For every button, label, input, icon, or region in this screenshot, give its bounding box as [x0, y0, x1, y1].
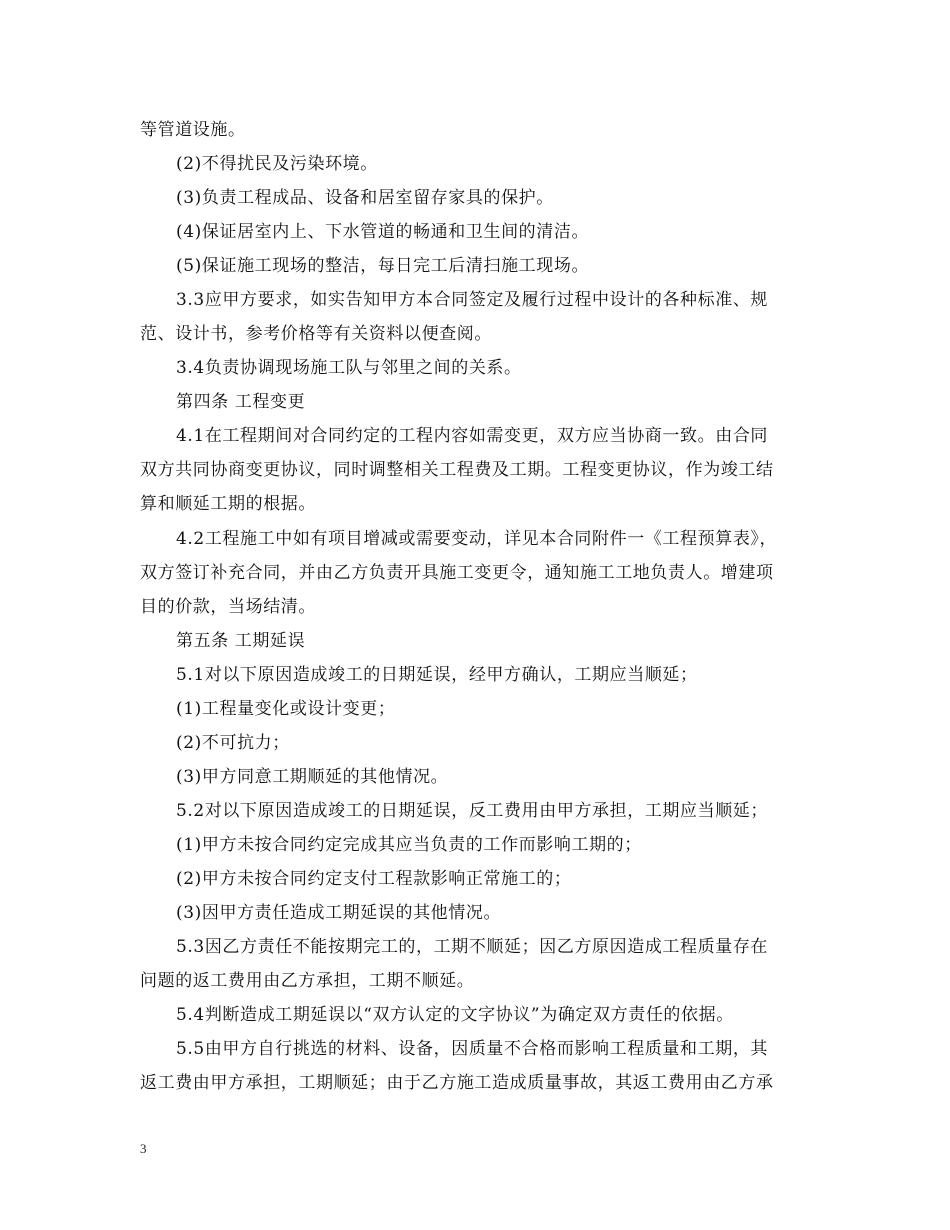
text-line: 5.2对以下原因造成竣工的日期延误，反工费用由甲方承担，工期应当顺延； [176, 801, 769, 821]
text-line: 5.4判断造成工期延误以“双方认定的文字协议”为确定双方责任的依据。 [176, 1005, 734, 1025]
text-line: 4.1在工程期间对合同约定的工程内容如需变更，双方应当协商一致。由合同 [176, 426, 769, 446]
text-line: (3)负责工程成品、设备和居室留存家具的保护。 [176, 188, 554, 208]
text-line: 算和顺延工期的根据。 [140, 494, 316, 514]
text-line: (2)甲方未按合同约定支付工程款影响正常施工的； [176, 869, 572, 889]
text-line: 5.1对以下原因造成竣工的日期延误，经甲方确认，工期应当顺延； [176, 665, 698, 685]
text-line: 3.3应甲方要求，如实告知甲方本合同签定及履行过程中设计的各种标准、规 [176, 290, 769, 310]
text-line: (2)不得扰民及污染环境。 [176, 154, 378, 174]
text-line: 范、设计书，参考价格等有关资料以便查阅。 [140, 324, 492, 344]
text-line: 返工费由甲方承担，工期顺延；由于乙方施工造成质量事故，其返工费用由乙方承 [140, 1073, 774, 1093]
text-line: 双方签订补充合同，并由乙方负责开具施工变更令，通知施工工地负责人。增建项 [140, 563, 774, 583]
text-line: 问题的返工费用由乙方承担，工期不顺延。 [140, 971, 475, 991]
text-line: (1)甲方未按合同约定完成其应当负责的工作而影响工期的； [176, 835, 642, 855]
text-line: 双方共同协商变更协议，同时调整相关工程费及工期。工程变更协议，作为竣工结 [140, 460, 774, 480]
text-line: 目的价款，当场结清。 [140, 597, 316, 617]
page-number: 3 [140, 1141, 147, 1156]
text-line: 3.4负责协调现场施工队与邻里之间的关系。 [176, 358, 522, 378]
text-line: (5)保证施工现场的整洁，每日完工后清扫施工现场。 [176, 256, 590, 276]
text-line: (1)工程量变化或设计变更； [176, 699, 396, 719]
text-line: (3)甲方同意工期顺延的其他情况。 [176, 767, 449, 787]
text-line: 4.2工程施工中如有项目增减或需要变动，详见本合同附件一《工程预算表》， [176, 529, 778, 549]
text-line: 等管道设施。 [140, 120, 246, 140]
section-heading: 第四条 工程变更 [176, 392, 306, 412]
text-line: (4)保证居室内上、下水管道的畅通和卫生间的清洁。 [176, 222, 590, 242]
text-line: (3)因甲方责任造成工期延误的其他情况。 [176, 903, 502, 923]
section-heading: 第五条 工期延误 [176, 631, 306, 651]
text-line: 5.5由甲方自行挑选的材料、设备，因质量不合格而影响工程质量和工期，其 [176, 1039, 769, 1059]
text-line: 5.3因乙方责任不能按期完工的，工期不顺延；因乙方原因造成工程质量存在 [176, 937, 769, 957]
text-line: (2)不可抗力； [176, 733, 290, 753]
